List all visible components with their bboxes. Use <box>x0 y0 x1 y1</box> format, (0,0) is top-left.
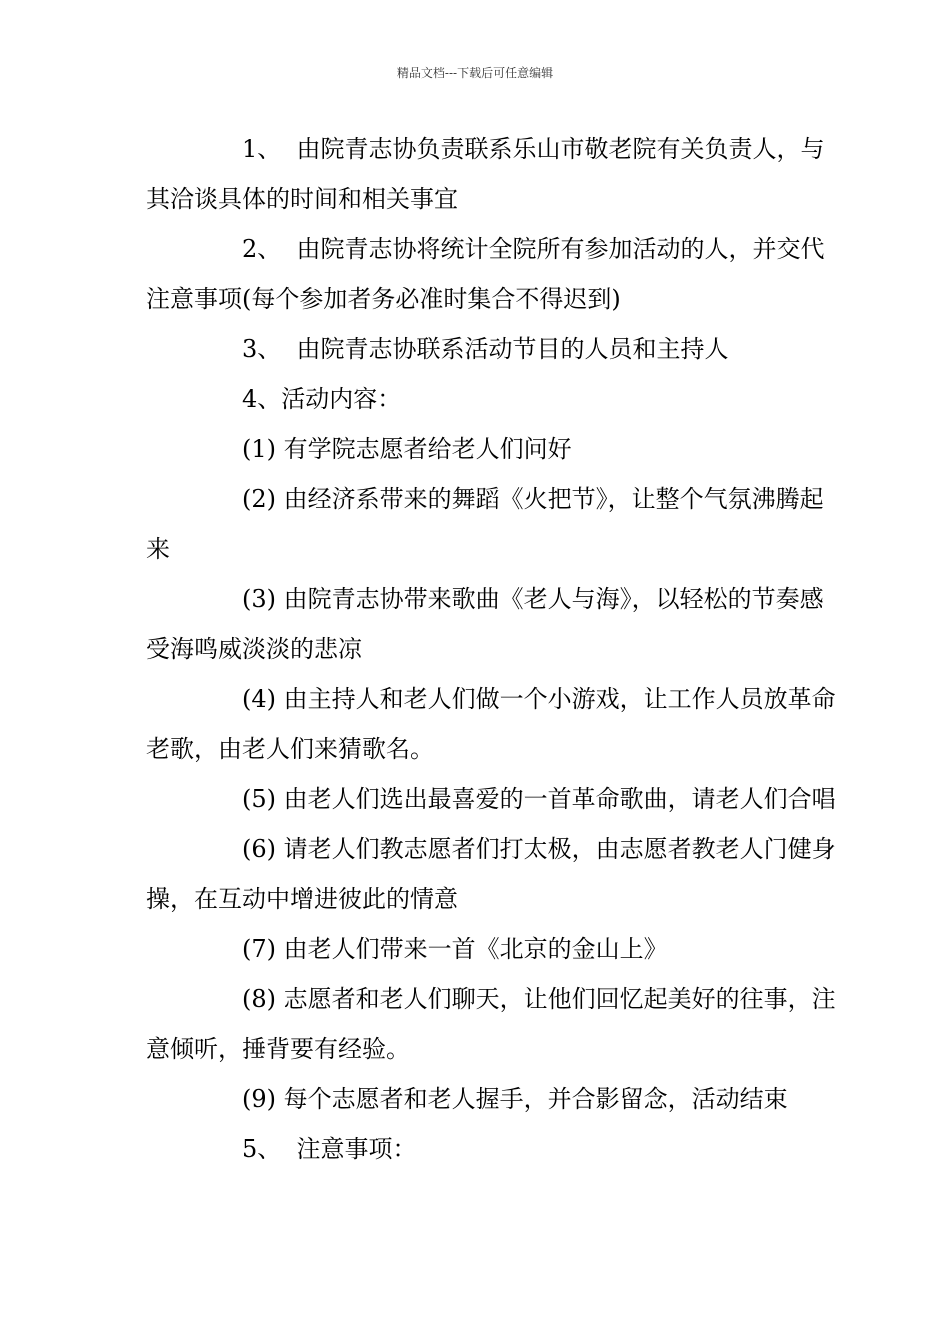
paragraph-5 <box>146 1124 836 1174</box>
list-number: (9) <box>242 1085 276 1113</box>
activity-item-2 <box>146 474 836 574</box>
activity-item-3 <box>146 574 836 674</box>
list-number: (5) <box>242 785 276 813</box>
activity-item-9 <box>146 1074 836 1124</box>
paragraph-text: 请老人们教志愿者们打太极，由志愿者教老人门健身操，在互动中增进彼此的情意 <box>146 835 836 913</box>
list-number: 5、 <box>242 1135 282 1163</box>
paragraph-text: 由院青志协负责联系乐山市敬老院有关负责人，与其洽谈具体的时间和相关事宜 <box>146 135 825 213</box>
activity-item-8 <box>146 974 836 1074</box>
activity-item-1 <box>146 424 836 474</box>
list-number: (3) <box>242 585 276 613</box>
paragraph-text: 由主持人和老人们做一个小游戏，让工作人员放革命老歌，由老人们来猜歌名。 <box>146 685 836 763</box>
activity-item-5 <box>146 774 836 824</box>
paragraph-text: 每个志愿者和老人握手，并合影留念，活动结束 <box>283 1085 788 1113</box>
paragraph-1 <box>146 124 836 224</box>
paragraph-text: 志愿者和老人们聊天，让他们回忆起美好的往事，注意倾听，捶背要有经验。 <box>146 985 836 1063</box>
paragraph-text: 注意事项： <box>296 1135 417 1163</box>
activity-item-4 <box>146 674 836 774</box>
list-number: (6) <box>242 835 276 863</box>
paragraph-text: 有学院志愿者给老人们问好 <box>283 435 572 463</box>
list-number: (1) <box>242 435 276 463</box>
paragraph-text: 由院青志协将统计全院所有参加活动的人，并交代注意事项(每个参加者务必准时集合不得迟到) <box>146 235 825 313</box>
activity-item-6 <box>146 824 836 924</box>
list-number: (2) <box>242 485 276 513</box>
page-header: 精品文档---下载后可任意编辑 <box>396 66 554 80</box>
paragraph-text: 由老人们带来一首《北京的金山上》 <box>283 935 668 963</box>
list-number: 3、 <box>242 335 282 363</box>
paragraph-text: 由院青志协带来歌曲《老人与海》，以轻松的节奏感受海鸣威淡淡的悲凉 <box>146 585 824 663</box>
paragraph-text: 活动内容： <box>281 385 402 413</box>
list-number: 2、 <box>242 235 282 263</box>
list-number: (4) <box>242 685 276 713</box>
paragraph-text: 由院青志协联系活动节目的人员和主持人 <box>296 335 729 363</box>
list-number: 4、 <box>242 385 282 413</box>
list-number: (7) <box>242 935 276 963</box>
paragraph-4 <box>146 374 836 424</box>
paragraph-2 <box>146 224 836 324</box>
document-body <box>146 124 836 1174</box>
paragraph-3 <box>146 324 836 374</box>
paragraph-text: 由经济系带来的舞蹈《火把节》，让整个气氛沸腾起来 <box>146 485 824 563</box>
list-number: (8) <box>242 985 276 1013</box>
paragraph-text: 由老人们选出最喜爱的一首革命歌曲，请老人们合唱 <box>283 785 836 813</box>
activity-item-7 <box>146 924 836 974</box>
list-number: 1、 <box>242 135 282 163</box>
